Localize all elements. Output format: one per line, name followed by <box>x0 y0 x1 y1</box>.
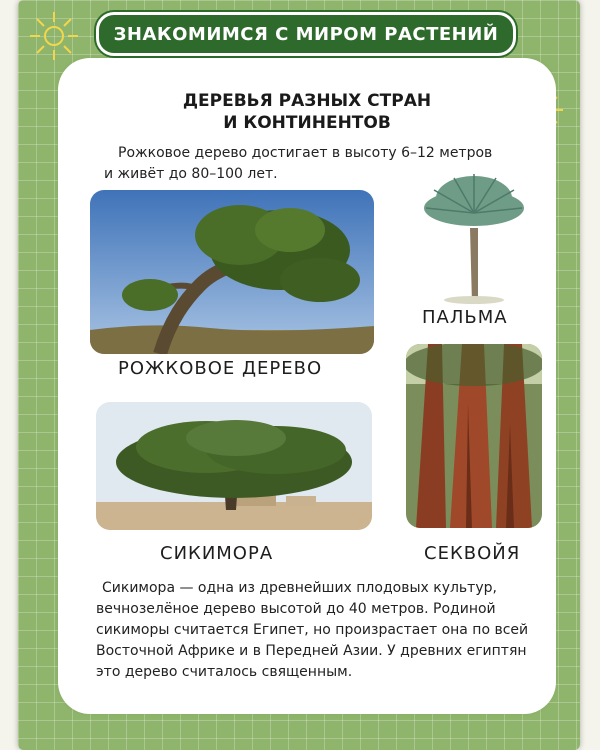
intro-line: Рожковое дерево достигает в высоту 6–12 метров <box>118 145 493 161</box>
section-title-line: ДЕРЕВЬЯ РАЗНЫХ СТРАН <box>182 91 432 111</box>
carob-tree-photo <box>90 190 374 354</box>
sequoia-tree-label: СЕКВОЙЯ <box>424 543 521 564</box>
description-line: Сикимора — одна из древнейших плодовых культур, <box>102 580 497 596</box>
sycamore-description <box>96 578 540 683</box>
section-title-line: И КОНТИНЕНТОВ <box>223 113 391 133</box>
sequoia-tree-photo <box>406 344 542 528</box>
description-line: вечнозелёное дерево высотой до 40 метров. Родиной <box>96 601 496 617</box>
description-line: Восточной Африке и в Передней Азии. У древних египтян <box>96 643 527 659</box>
sycamore-tree-label: СИКИМОРА <box>160 543 274 564</box>
description-line: сикиморы считается Египет, но произрастает она по всей <box>96 622 529 638</box>
palm-tree-photo <box>412 168 536 304</box>
description-line: это дерево считалось священным. <box>96 664 353 680</box>
intro-line: и живёт до 80–100 лет. <box>104 166 278 182</box>
page-header <box>96 12 516 56</box>
palm-tree-label: ПАЛЬМА <box>422 307 508 328</box>
sun-icon <box>26 8 82 64</box>
sycamore-tree-photo <box>96 402 372 530</box>
header-title: ЗНАКОМИМСЯ С МИРОМ РАСТЕНИЙ <box>113 23 499 45</box>
section-title <box>62 90 552 134</box>
carob-tree-label: РОЖКОВОЕ ДЕРЕВО <box>118 358 323 379</box>
